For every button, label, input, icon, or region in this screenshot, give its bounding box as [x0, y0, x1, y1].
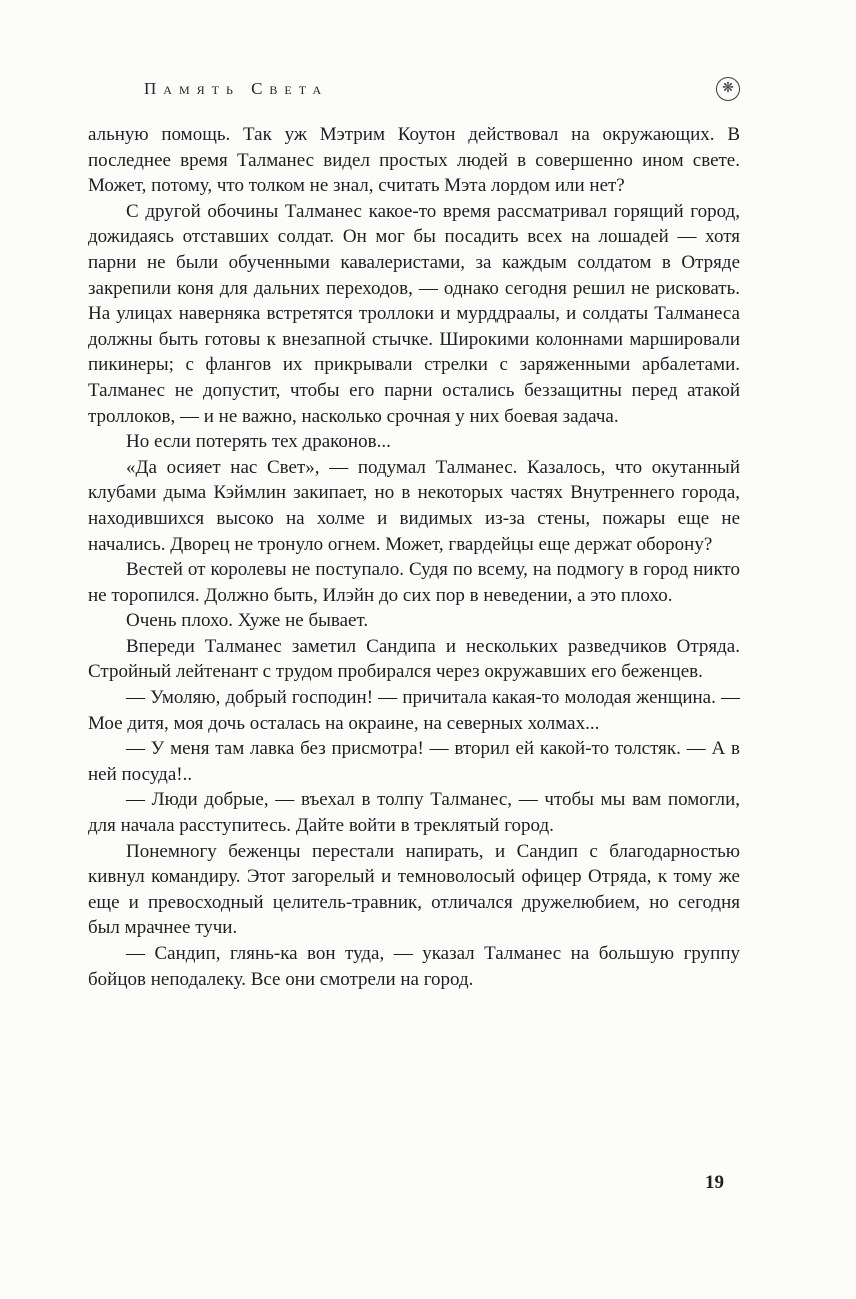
paragraph: — Умоляю, добрый господин! — причитала какая-то молодая женщина. — Мое дитя, моя дочь осталась на окраине, на северных холмах... — [88, 687, 740, 734]
paragraph: — Сандип, глянь-ка вон туда, — указал Талманес на большую группу бойцов неподалеку. Все они смотрели на город. — [88, 943, 740, 990]
paragraph: альную помощь. Так уж Мэтрим Коутон действовал на окружающих. В последнее время Талманес видел простых людей в совершенно ином свете. Может, потому, что толком не знал, считать Мэта лордом или нет? — [88, 124, 740, 197]
paragraph: Впереди Талманес заметил Сандипа и нескольких разведчиков Отряда. Стройный лейтенант с трудом пробирался через окружавших его беженцев. — [88, 635, 740, 683]
running-header-title: Память Света — [144, 79, 329, 98]
paragraph: «Да осияет нас Свет», — подумал Талманес. Казалось, что окутанный клубами дыма Кэймлин закипает, но в некоторых частях Внутреннего города, находившихся высоко на холме и видимых из-за стены, пожары еще не начались. Дворец не тронуло огнем. Может, гвардейцы еще держат оборону? — [88, 456, 740, 555]
paragraph: Понемногу беженцы перестали напирать, и Сандип с благодарностью кивнул командиру. Этот загорелый и темноволосый офицер Отряда, к тому же еще и превосходный целитель-травник, отличался дружелюбием, но сегодня был мрачнее тучи. — [88, 840, 740, 939]
paragraph: — У меня там лавка без присмотра! — вторил ей какой-то толстяк. — А в ней посуда!.. — [88, 738, 740, 785]
chapter-ornament-icon: ❋ — [716, 77, 740, 101]
paragraph: — Люди добрые, — въехал в толпу Талманес, — чтобы мы вам помогли, для начала расступитесь. Дайте войти в треклятый город. — [88, 789, 740, 837]
paragraph: Но если потерять тех драконов... — [126, 431, 391, 453]
body-text — [88, 122, 740, 992]
running-header — [88, 76, 740, 102]
paragraph: Очень плохо. Хуже не бывает. — [126, 610, 369, 632]
paragraph: Вестей от королевы не поступало. Судя по всему, на подмогу в город никто не торопился. Должно быть, Илэйн до сих пор в неведении, а это плохо. — [88, 559, 740, 606]
page-number: 19 — [705, 1172, 724, 1193]
paragraph: С другой обочины Талманес какое-то время рассматривал горящий город, дожидаясь отставших солдат. Он мог бы посадить всех на лошадей — хотя парни не были обученными кавалеристами, за каждым солдатом в Отряде закрепили коня для дальних переходов, — однако сегодня решил не рисковать. На улицах наверняка встретятся троллоки и мурддраалы, и солдаты Талманеса должны быть готовы к внезапной стычке. Широкими колоннами маршировали пикинеры; с флангов их прикрывали стрелки с заряженными арбалетами. Талманес не допустит, чтобы его парни остались беззащитны перед атакой троллоков, — и не важно, насколько срочная у них боевая задача. — [88, 200, 740, 427]
